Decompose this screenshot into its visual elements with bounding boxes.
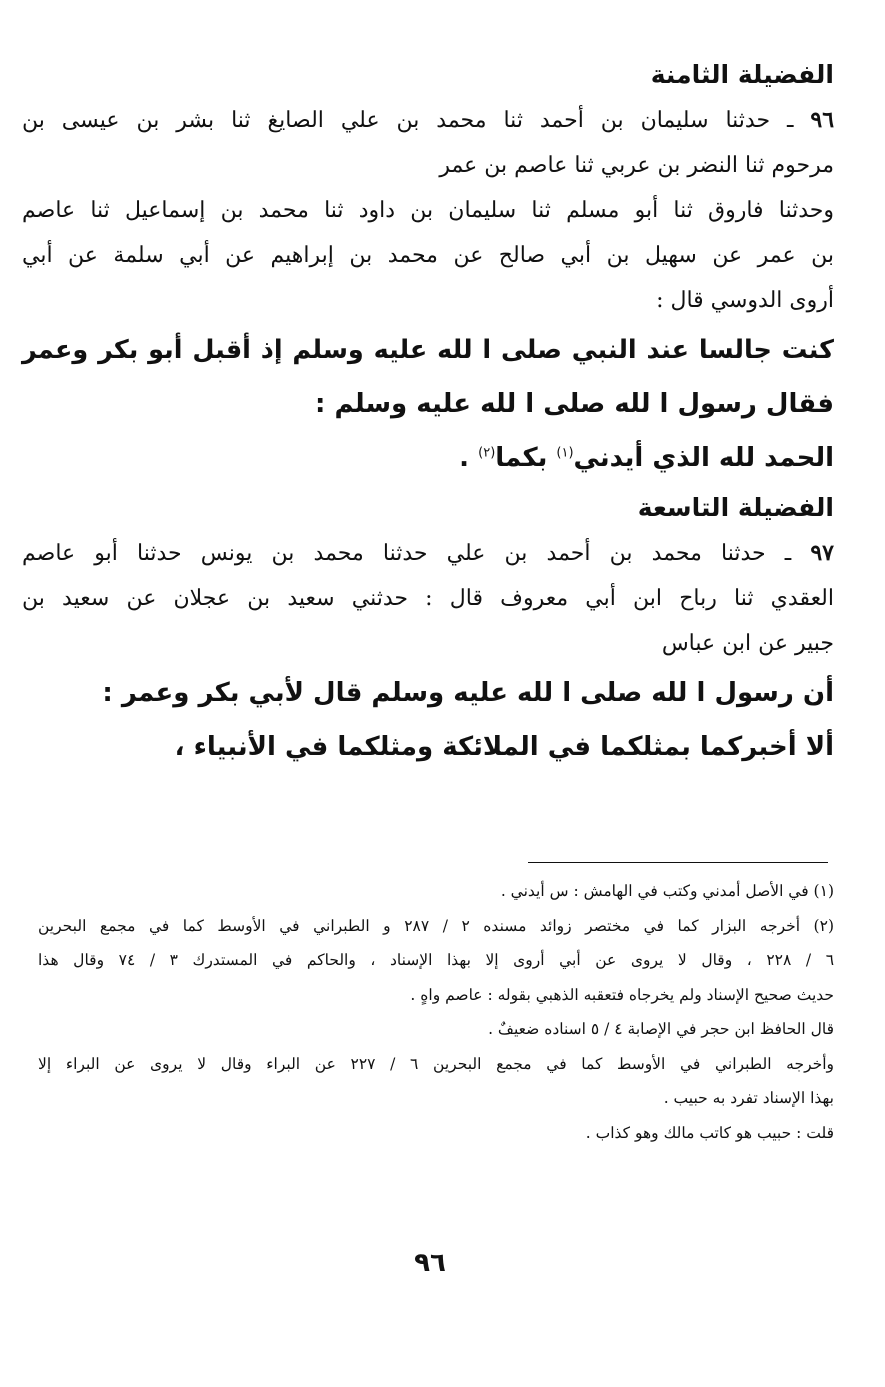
footnote-line-5: قال الحافظ ابن حجر في الإصابة ٤ / ٥ اسناده ضعيفٌ . [488,1020,834,1038]
footnote-line-1: (١) في الأصل أمدني وكتب في الهامش : س أيدني . [500,882,834,900]
hadith-97-isnad-line-3: جبير عن ابن عباس [661,631,834,656]
hadith-97-isnad-line-2: العقدي ثنا رباح ابن أبي معروف قال : حدثني سعيد بن عجلان عن سعيد بن [22,586,834,611]
hadith-96-isnad-line-4: بن عمر عن سهيل بن أبي صالح عن محمد بن إبراهيم عن أبي سلمة عن أبي [22,243,834,268]
hadith-96-isnad-line-2: مرحوم ثنا النضر بن عربي ثنا عاصم بن عمر [439,153,834,178]
isnad-text: ـ حدثنا محمد بن أحمد بن علي حدثنا محمد بن يونس حدثنا أبو عاصم [22,541,792,566]
matn-text: بكما [495,443,548,473]
hadith-96-matn-line-1: كنت جالسا عند النبي صلى ا لله عليه وسلم إذ أقبل أبو بكر وعمر [22,335,834,365]
footnote-line-4: حديث صحيح الإسناد ولم يخرجاه فتعقبه الذهبي بقوله : عاصم واهٍ . [410,985,834,1004]
section-heading-ninth: الفضيلة التاسعة [637,493,834,522]
hadith-97-isnad-line-1 [22,531,834,576]
footnote-line-2: (٢) أخرجه البزار كما في مختصر زوائد مسنده ٢ / ٢٨٧ و الطبراني في الأوسط كما في مجمع البحرين [38,916,834,935]
hadith-96-isnad-line-3: وحدثنا فاروق ثنا أبو مسلم ثنا سليمان بن داود ثنا محمد بن إسماعيل ثنا عاصم [22,198,834,223]
footnote-ref-1: (١) [556,445,574,461]
footnote-ref-2: (٢) [478,445,496,461]
hadith-96-matn-line-3 [22,431,834,485]
hadith-number-96: ٩٦ [810,107,835,133]
isnad-text: ـ حدثنا سليمان بن أحمد ثنا محمد بن علي الصايغ ثنا بشر بن عيسى بن [22,108,794,133]
page-number: ٩٦ [414,1248,446,1278]
hadith-number-97: ٩٧ [810,540,834,566]
hadith-96-isnad-line-1 [22,98,834,143]
footnote-separator [528,862,828,863]
hadith-97-matn-line-2: ألا أخبركما بمثلكما في الملائكة ومثلكما في الأنبياء ، [174,732,834,762]
footnote-line-8: قلت : حبيب هو كاتب مالك وهو كذاب . [585,1123,834,1142]
page-body [22,52,834,774]
matn-text: الحمد لله الذي أيدني [573,443,834,473]
footnote-line-7: بهذا الإسناد تفرد به حبيب . [663,1089,834,1107]
footnote-line-3: ٦ / ٢٢٨ ، وقال لا يروى عن أبي أروى إلا بهذا الإسناد ، والحاكم في المستدرك ٣ / ٧٤ وقال هذا [38,951,835,969]
footnotes [38,874,834,1150]
hadith-96-matn-line-2: فقال رسول ا لله صلى ا لله عليه وسلم : [315,389,834,419]
footnote-line-6: وأخرجه الطبراني في الأوسط كما في مجمع البحرين ٦ / ٢٢٧ عن البراء وقال لا يروى عن البراء إلا [38,1054,834,1073]
hadith-97-matn-line-1: أن رسول ا لله صلى ا لله عليه وسلم قال لأبي بكر وعمر : [102,678,834,708]
section-heading-eighth: الفضيلة الثامنة [650,60,834,89]
hadith-96-isnad-line-5: أروى الدوسي قال : [656,288,834,313]
matn-text: . [459,443,470,473]
